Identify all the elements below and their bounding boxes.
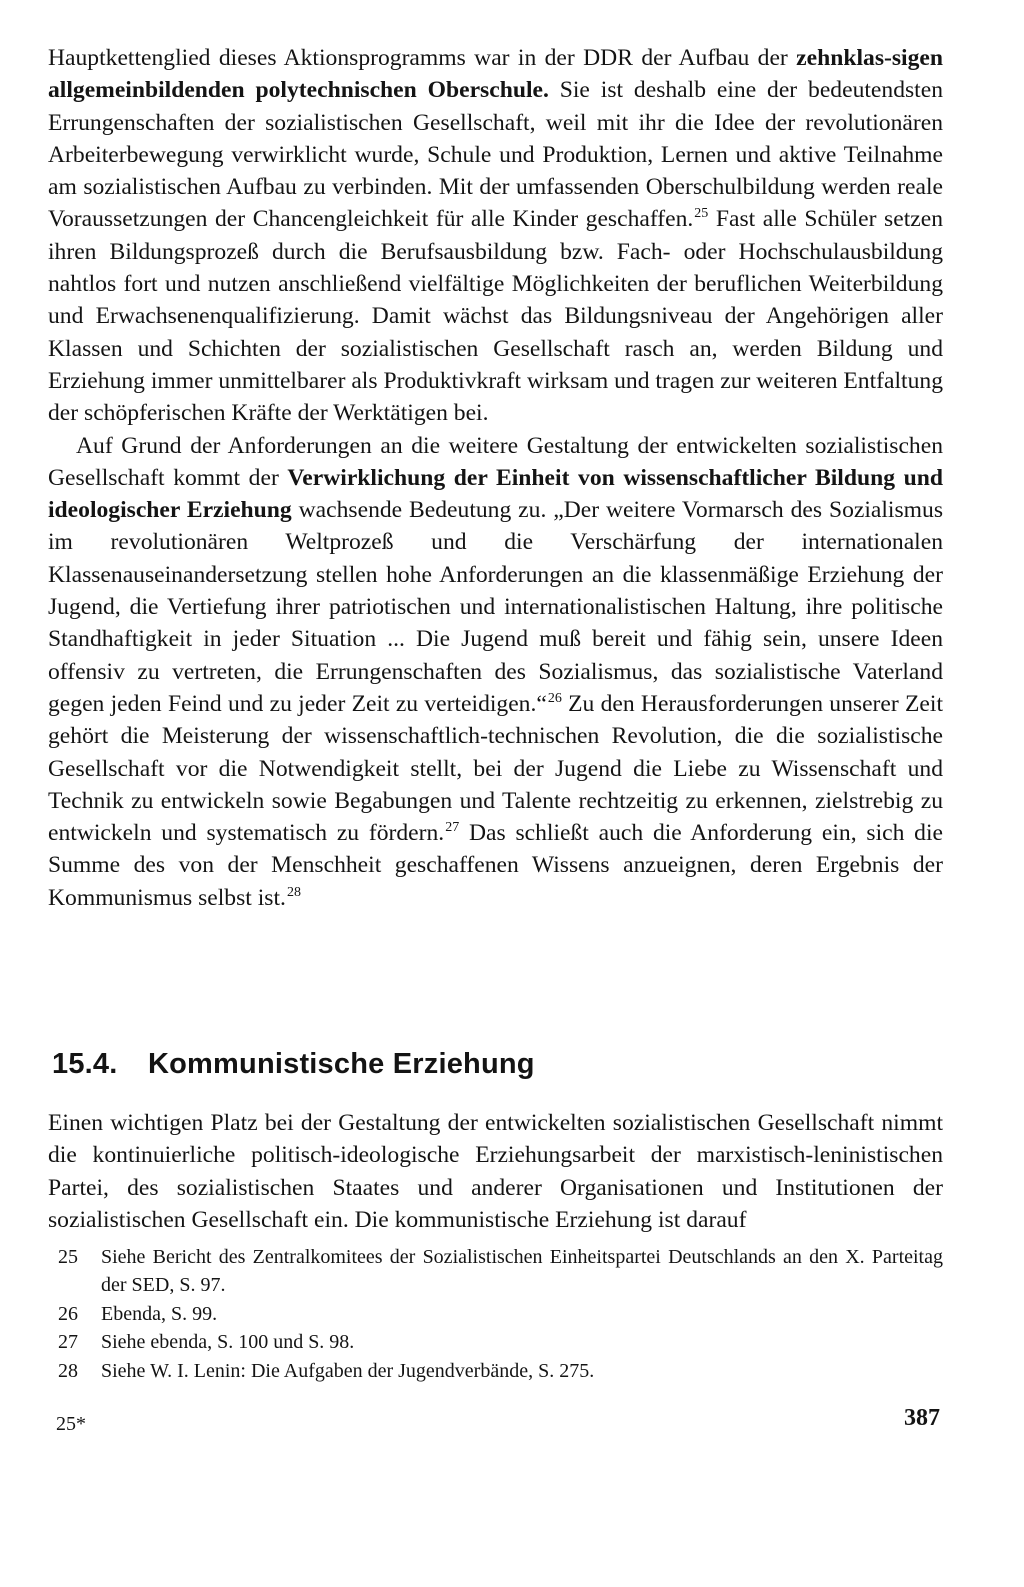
footnote-number: 28 bbox=[58, 1359, 78, 1382]
footnote-item bbox=[58, 1300, 943, 1328]
footnote-text: Ebenda, S. 99. bbox=[101, 1302, 218, 1325]
paragraph-polytechnic-school bbox=[48, 42, 943, 430]
paragraph-text: Hauptkettenglied dieses Aktionsprogramms war in der DDR der Aufbau der bbox=[48, 45, 797, 71]
section-title: Kommunistische Erziehung bbox=[148, 1048, 535, 1080]
footnote-text: Siehe Bericht des Zentralkomitees der Sozialistischen Einheitspartei Deutschlands an den X. Parteitag der SED, S. 97. bbox=[101, 1246, 943, 1297]
footnote-item bbox=[58, 1357, 943, 1385]
page-number: 387 bbox=[904, 1405, 940, 1431]
emphasis-text: Verwirklichung der Einheit von wissenschaftlicher Bildung und ideologischer Erziehung bbox=[48, 464, 943, 524]
paragraph-text: Auf Grund der Anforderungen an die weitere Gestaltung der entwickelten sozialistischen Gesellschaft kommt der bbox=[48, 432, 943, 491]
paragraph-science-and-ideology bbox=[48, 430, 943, 914]
paragraph-text: Zu den Herausforderungen unserer Zeit gehört die Meisterung der wissenschaftlich-technischen Revolution, die die sozialistische Gesellschaft vor die Notwendigkeit stellt, bei der Jugend die Liebe zu Wissenschaft und Technik zu entwickeln sowie Begabungen und Talente rechtzeitig zu erkennen, zielstrebig zu entwickeln und systematisch zu fördern. bbox=[48, 690, 943, 847]
body-text-top bbox=[48, 42, 943, 914]
section-number: 15.4. bbox=[52, 1048, 118, 1080]
footnotes bbox=[58, 1243, 943, 1385]
footnote-number: 25 bbox=[58, 1246, 78, 1268]
footnote-number: 27 bbox=[58, 1331, 78, 1354]
footnote-ref-26[interactable]: 26 bbox=[547, 690, 562, 706]
paragraph-text: Fast alle Schüler setzen ihren Bildungsprozeß durch die Berufsausbildung bzw. Fach- oder Hochschulausbildung nahtlos fort und nutzen anschließend vielfältige Möglichkeiten der beruflichen Weiterbildung und Erwachsenenqualifizierung. Damit wächst das Bildungsniveau der Angehörigen aller Klassen und Schichten der sozialistischen Gesellschaft rasch an, werden Bildung und Erziehung immer unmittelbarer als Produktivkraft wirksam und tragen zur weiteren Entfaltung der schöpferischen Kräfte der Werktätigen bei. bbox=[48, 206, 943, 427]
footnote-ref-28[interactable]: 28 bbox=[286, 884, 301, 900]
body-text-section bbox=[48, 1107, 943, 1236]
footnote-ref-27[interactable]: 27 bbox=[445, 820, 460, 836]
paragraph-text: wachsende Bedeutung zu. „Der weitere Vormarsch des Sozialismus im revolutionären Weltprozeß und die Verschärfung der internationalen Klassenauseinandersetzung stellen hohe Anforderungen an die klassenmäßige Erziehung der Jugend, die Vertiefung ihrer patriotischen und internationalistischen Haltung, ihre politische Standhaftigkeit in jeder Situation ... Die Jugend muß bereit und fähig sein, unsere Ideen offensiv zu vertreten, die Errungenschaften des Sozialismus, das sozialistische Vaterland gegen jeden Feind und zu jeder Zeit zu verteidigen.“ bbox=[48, 497, 943, 717]
footnote-item bbox=[58, 1328, 943, 1356]
footnote-text: Siehe ebenda, S. 100 und S. 98. bbox=[101, 1331, 355, 1354]
footnote-ref-25[interactable]: 25 bbox=[694, 206, 709, 222]
section-heading bbox=[52, 1044, 932, 1084]
footnote-item bbox=[58, 1243, 943, 1300]
signature-mark: 25* bbox=[56, 1413, 86, 1435]
paragraph-communist-education: Einen wichtigen Platz bei der Gestaltung der entwickelten sozialistischen Gesellschaft nimmt die kontinuierliche politisch-ideologische Erziehungsarbeit der marxistisch-leninistischen Partei, des sozialistischen Staates und anderer Organisationen und Institutionen der sozialistischen Gesellschaft ein. Die kommunistische Erziehung ist darauf bbox=[48, 1110, 943, 1233]
footnote-text: Siehe W. I. Lenin: Die Aufgaben der Jugendverbände, S. 275. bbox=[101, 1359, 595, 1382]
paragraph-text: Sie ist deshalb eine der bedeutendsten Errungenschaften der sozialistischen Gesellschaft, weil mit ihr die Idee der revolutionären Arbeiterbewegung verwirklicht wurde, Schule und Produktion, Lernen und aktive Teilnahme am sozialistischen Aufbau zu verbinden. Mit der umfassenden Oberschulbildung werden reale Voraussetzungen der Chancengleichkeit für alle Kinder geschaffen. bbox=[48, 77, 943, 233]
footnote-number: 26 bbox=[58, 1302, 78, 1325]
emphasis-text: zehnklas-sigen allgemeinbildenden polytechnischen Oberschule. bbox=[48, 45, 943, 104]
paragraph-text: Das schließt auch die Anforderung ein, sich die Summe des von der Menschheit geschaffenen Wissens anzueignen, deren Ergebnis der Kommunismus selbst ist. bbox=[48, 820, 943, 911]
